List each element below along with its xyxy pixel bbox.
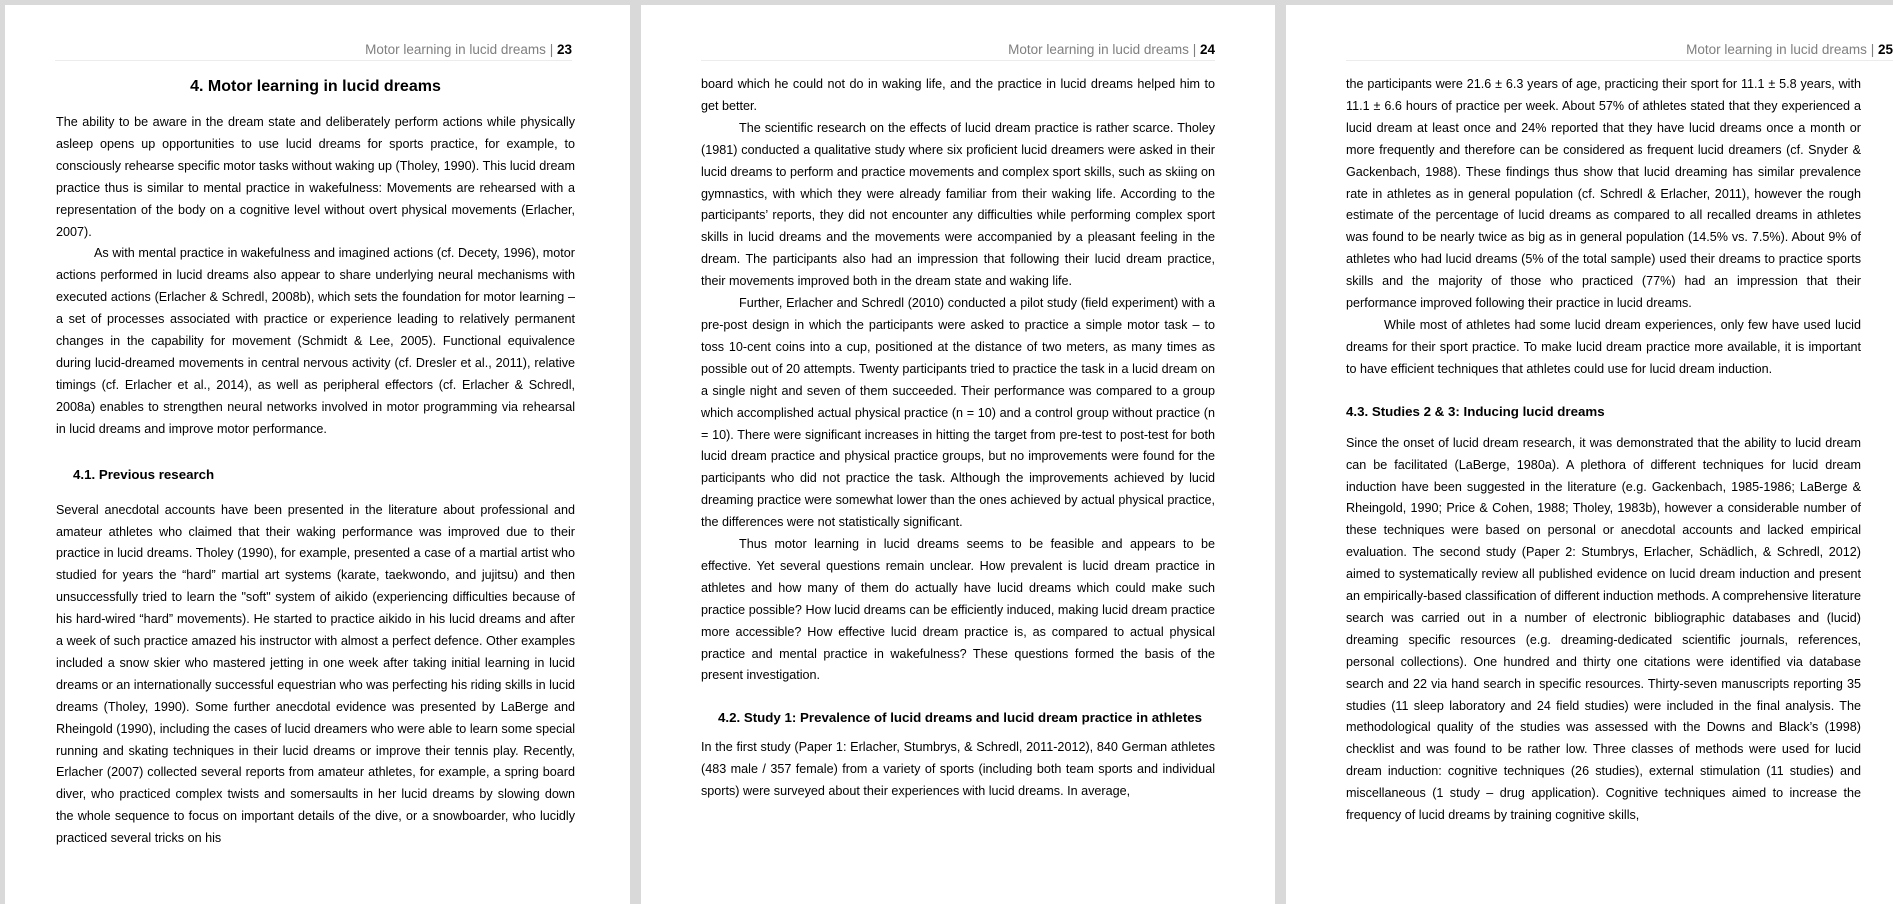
text-column — [56, 112, 575, 850]
paragraph: The ability to be aware in the dream state and deliberately perform actions while physically asleep opens up opportunities to use lucid dreams for sports practice, for example, to consciously rehearse specific motor tasks without waking up (Tholey, 1990). This lucid dream practice thus is similar to mental practice in wakefulness: Movements are rehearsed with a representation of the body on a cognitive level without overt physical movements (Erlacher, 2007). — [56, 115, 575, 239]
paragraph: board which he could not do in waking life, and the practice in lucid dreams helped him to get better. — [701, 77, 1215, 113]
text-column — [701, 74, 1215, 803]
document-page-25 — [1286, 5, 1893, 904]
page-number: 25 — [1877, 42, 1893, 57]
section-heading: 4.1. Previous research — [73, 466, 215, 482]
paragraph: Thus motor learning in lucid dreams seems to be feasible and appears to be effective. Yet several questions remain unclear. How prevalent is lucid dream practice in athletes and how many of them do actually have lucid dreams which could make such practice possible? How lucid dreams can be efficiently induced, making lucid dream practice more accessible? How effective lucid dream practice is, as compared to actual physical practice and mental practice in wakefulness? These questions formed the basis of the present investigation. — [701, 537, 1215, 683]
section-heading: 4.2. Study 1: Prevalence of lucid dreams and lucid dream practice in athletes — [718, 710, 1203, 726]
paragraph: Further, Erlacher and Schredl (2010) conducted a pilot study (field experiment) with a pre-post design in which the participants were asked to practice a simple motor task – to toss 10-cent coins into a cup, positioned at the distance of two meters, as many times as possible out of 20 attempts. Twenty participants tried to practice the task in a lucid dream on a single night and seven of them succeeded. Their performance was compared to a group which accomplished actual physical practice (n = 10) and a control group without practice (n = 10). There were significant increases in hitting the target from pre-test to post-test for both lucid dream practice and physical practice groups, but no improvements were found for the participants who did not practice the task. Although the improvements achieved by lucid dreaming practice were somewhat lower than the ones achieved by actual physical practice, the differences were not statistically significant. — [701, 296, 1215, 530]
paragraph: In the first study (Paper 1: Erlacher, Stumbrys, & Schredl, 2011-2012), 840 German athletes (483 male / 357 female) from a variety of sports (including both team sports and individual sports) were surveyed about their experiences with lucid dreams. In average, — [701, 740, 1215, 799]
header-separator: | — [1870, 42, 1875, 57]
paragraph: While most of athletes had some lucid dream experiences, only few have used lucid dreams for their sport practice. To make lucid dream practice more available, it is important to have efficient techniques that athletes could use for lucid dream induction. — [1346, 317, 1861, 376]
text-column — [1346, 74, 1861, 827]
paragraph: Since the onset of lucid dream research, it was demonstrated that the ability to lucid dream can be facilitated (LaBerge, 1980a). A plethora of different techniques for lucid dream induction have been suggested in the literature (e.g. Gackenbach, 1985-1986; LaBerge & Rheingold, 1990; Price & Cohen, 1988; Tholey, 1983b), however a considerable number of these techniques were based on personal or anecdotal accounts and lacked empirical evaluation. The second study (Paper 2: Stumbrys, Erlacher, Schädlich, & Schredl, 2012) aimed to systematically review all published evidence on lucid dream induction and present an empirically-based classification of different induction methods. A comprehensive literature search was carried out in a number of electronic bibliographic databases and (lucid) dreaming specific resources (e.g. dreaming-dedicated scientific journals, references, personal collections). One hundred and thirty one citations were identified via database search and 22 via hand search in specific resources. Thirty-seven manuscripts reporting 35 studies (11 sleep laboratory and 24 field studies) were included in the final analysis. The methodological quality of the studies was assessed with the Downs and Black’s (1998) checklist and was found to be rather low. Three classes of methods were used for lucid dream induction: cognitive techniques (26 studies), external stimulation (11 studies) and miscellaneous (1 study – drug application). Cognitive techniques aimed to increase the frequency of lucid dreams by training cognitive skills, — [1346, 435, 1861, 823]
paragraph: the participants were 21.6 ± 6.3 years of age, practicing their sport for 11.1 ± 5.8 years, with 11.1 ± 6.6 hours of practice per week. About 57% of athletes stated that they experienced a lucid dream at least once and 24% reported that they have lucid dreams once a month or more frequently and therefore can be considered as frequent lucid dreamers (cf. Snyder & Gackenbach, 1988). These findings thus show that lucid dreaming has similar prevalence rate in athletes as in general population (cf. Schredl & Erlacher, 2011), however the rough estimate of the percentage of lucid dreams as compared to all recalled dreams in athletes was found to be nearly twice as big as in general population (14.5% vs. 7.5%). About 9% of athletes who had lucid dreams (5% of the total sample) used their dreams to practice sports skills and the majority of those who practiced (77%) had an impression that their performance improved following their practice in lucid dreams. — [1346, 77, 1861, 311]
document-page-24 — [641, 5, 1275, 904]
running-header-title: Motor learning in lucid dreams — [1686, 42, 1867, 57]
running-header — [1346, 42, 1893, 61]
document-page-23 — [5, 5, 630, 904]
running-header-title: Motor learning in lucid dreams — [1008, 42, 1189, 57]
page-number: 23 — [556, 42, 572, 57]
header-separator: | — [549, 42, 554, 57]
section-heading: 4.3. Studies 2 & 3: Inducing lucid dreams — [1346, 403, 1605, 419]
running-header — [701, 42, 1215, 61]
header-separator: | — [1192, 42, 1197, 57]
chapter-title: 4. Motor learning in lucid dreams — [190, 78, 441, 95]
running-header — [55, 42, 572, 61]
paragraph: Several anecdotal accounts have been presented in the literature about professional and amateur athletes who claimed that their waking performance was improved due to their practice in lucid dreams. Tholey (1990), for example, presented a case of a martial artist who studied for years the “hard” martial art systems (karate, taekwondo, and jujitsu) and then unsuccessfully tried to learn the "soft" system of aikido (experiencing difficulties because of his hard-wired “hard” movements). He started to practice aikido in his lucid dreams and after a week of such practice amazed his instructor with almost a perfect defence. Other examples included a snow skier who mastered jetting in one week after taking initial learning in lucid dreams or an internationally successful equestrian who was perfecting his riding skills in lucid dreams (Tholey, 1990). Some further anecdotal evidence was presented by LaBerge and Rheingold (1990), including the cases of lucid dreamers who were able to learn some special running and skating techniques in their lucid dreams or improve their tennis play. Recently, Erlacher (2007) collected several reports from amateur athletes, for example, a spring board diver, who practiced complex twists and somersaults in her lucid dreams by slowing down the whole sequence to focus on important details of the dive, or a snowboarder, who lucidly practiced several tricks on his — [56, 502, 575, 846]
running-header-title: Motor learning in lucid dreams — [365, 42, 546, 57]
page-number: 24 — [1199, 42, 1215, 57]
paragraph: As with mental practice in wakefulness and imagined actions (cf. Decety, 1996), motor actions performed in lucid dreams also appear to share underlying neural mechanisms with executed actions (Erlacher & Schredl, 2008b), which sets the foundation for motor learning – a set of processes associated with practice or experience leading to relatively permanent changes in the capability for movement (Schmidt & Lee, 2005). Functional equivalence during lucid-dreamed movements in central nervous activity (cf. Dresler et al., 2011), relative timings (cf. Erlacher et al., 2014), as well as peripheral effectors (cf. Erlacher & Schredl, 2008a) enables to strengthen neural networks involved in motor programming via rehearsal in lucid dreams and improve motor performance. — [56, 246, 575, 436]
paragraph: The scientific research on the effects of lucid dream practice is rather scarce. Tholey (1981) conducted a qualitative study where six proficient lucid dreamers were asked in their lucid dreams to perform and practice movements and complex sport skills, such as skiing on gymnastics, with which they were already familiar from their waking life. According to the participants’ reports, they did not encounter any difficulties while performing complex sport skills in lucid dreams and the movements were accompanied by a pleasant feeling in the dream. The participants also had an impression that following their lucid dream practice, their movements improved both in the dream state and waking life. — [701, 120, 1215, 289]
